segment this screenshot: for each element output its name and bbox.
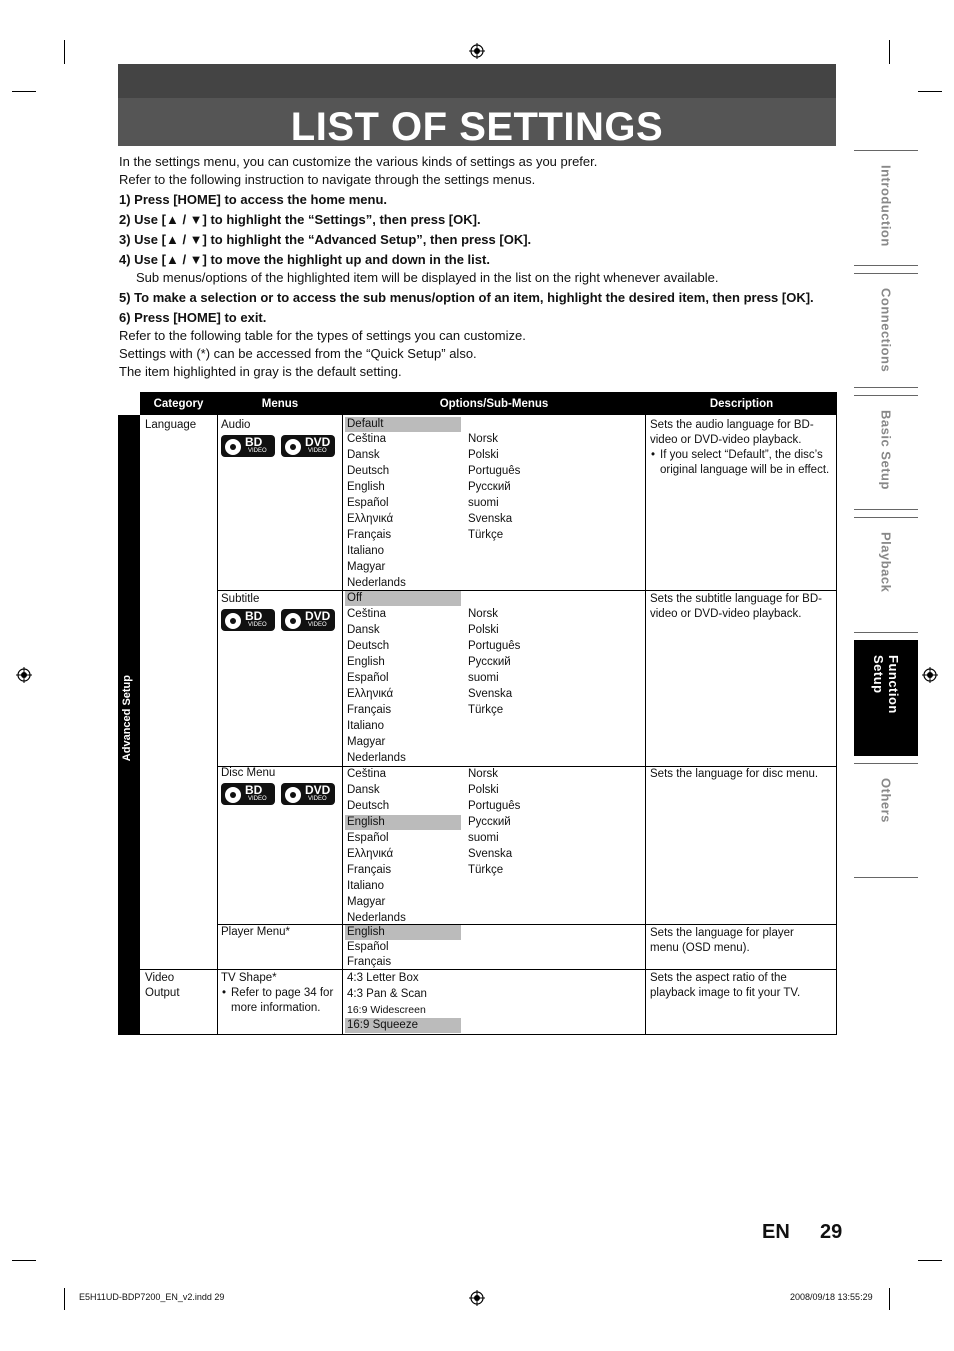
intro-section	[119, 153, 839, 381]
step-4-sub: Sub menus/options of the highlighted item will be displayed in the list on the right whenever available.	[136, 270, 719, 285]
tab-function-setup[interactable]: Function Setup	[854, 640, 918, 756]
advanced-setup-bar	[118, 415, 140, 1035]
menu-subtitle: Subtitle	[221, 593, 260, 605]
registration-mark-icon	[922, 667, 938, 683]
player-menu-option: Español	[347, 941, 389, 953]
bd-video-icon: BD VIDEO	[221, 783, 275, 805]
menu-tv-shape: TV Shape*	[221, 972, 277, 984]
tv-shape-option: 16:9 Widescreen	[347, 1004, 426, 1016]
step-4: 4) Use [▲ / ▼] to move the highlight up and down in the list.	[119, 252, 490, 267]
tv-shape-default-option: 16:9 Squeeze	[345, 1018, 461, 1033]
step-1: 1) Press [HOME] to access the home menu.	[119, 192, 388, 207]
outro-line: Settings with (*) can be accessed from the “Quick Setup” also.	[119, 346, 477, 361]
menu-player-menu: Player Menu*	[221, 926, 291, 938]
registration-mark-icon	[469, 43, 485, 59]
header-menus: Menus	[218, 392, 342, 415]
outro-line: The item highlighted in gray is the default setting.	[119, 364, 402, 379]
step-2: 2) Use [▲ / ▼] to highlight the “Settings”, then press [OK].	[119, 212, 481, 227]
page-title: LIST OF SETTINGS	[290, 105, 664, 149]
audio-options-col1: Ceština Dansk Deutsch English Español Ελληνικά Français Italiano Magyar Nederlands	[347, 433, 406, 589]
disc-menu-english-default: English	[345, 815, 461, 830]
page-number: 29	[820, 1221, 843, 1243]
category-video-output: Video Output	[145, 972, 180, 999]
tv-shape-note: • Refer to page 34 for more information.	[221, 986, 341, 1016]
registration-mark-icon	[469, 1290, 485, 1306]
tv-shape-option: 4:3 Pan & Scan	[347, 988, 427, 1000]
subtitle-description: Sets the subtitle language for BD-video or DVD-video playback.	[650, 593, 822, 620]
subtitle-off-option: Off	[345, 591, 461, 606]
advanced-setup-label: Advanced Setup	[121, 675, 133, 762]
step-3: 3) Use [▲ / ▼] to highlight the “Advanced Setup”, then press [OK].	[119, 232, 532, 247]
tab-introduction[interactable]: Introduction	[854, 150, 918, 266]
bd-video-icon: BD VIDEO	[221, 435, 275, 457]
intro-line: In the settings menu, you can customize the various kinds of settings as you prefer.	[119, 154, 598, 169]
disc-menu-description: Sets the language for disc menu.	[650, 768, 819, 780]
bd-video-icon: BD VIDEO	[221, 609, 275, 631]
tv-shape-option: 4:3 Letter Box	[347, 972, 419, 984]
header-category: Category	[140, 392, 217, 415]
intro-line: Refer to the following instruction to navigate through the settings menus.	[119, 172, 536, 187]
tv-shape-description: Sets the aspect ratio of the playback image to fit your TV.	[650, 972, 801, 999]
menu-disc-menu: Disc Menu	[221, 767, 276, 779]
tab-connections[interactable]: Connections	[854, 273, 918, 388]
registration-mark-icon	[16, 667, 32, 683]
outro-line: Refer to the following table for the types of settings you can customize.	[119, 328, 526, 343]
audio-description: Sets the audio language for BD-video or DVD-video playback. • If you select “Default”, the disc’s original language will be in effect.	[650, 418, 832, 478]
settings-table	[118, 392, 837, 1035]
player-menu-option: Français	[347, 956, 392, 968]
category-language: Language	[145, 419, 197, 431]
player-menu-english-default: English	[345, 925, 461, 940]
audio-default-option: Default	[345, 417, 461, 432]
subtitle-options-col1: Ceština Dansk Deutsch English Español Ελληνικά Français Italiano Magyar Nederlands	[347, 608, 406, 764]
disc-menu-options-col2: Norsk Polski Português Русский suomi Svenska Türkçe	[468, 768, 521, 876]
menu-audio: Audio	[221, 419, 251, 431]
step-5: 5) To make a selection or to access the sub menus/option of an item, highlight the desired item, then press [OK].	[119, 290, 814, 305]
audio-options-col2: Norsk Polski Português Русский suomi Svenska Türkçe	[468, 433, 521, 541]
language-label: EN	[762, 1221, 790, 1243]
disc-menu-options-col1: Ceština Dansk Deutsch English Español Ελληνικά Français Italiano Magyar Nederlands	[345, 767, 461, 926]
dvd-video-icon: DVD VIDEO	[281, 435, 335, 457]
print-timestamp: 2008/09/18 13:55:29	[790, 1292, 873, 1302]
dvd-video-icon: DVD VIDEO	[281, 783, 335, 805]
tab-playback[interactable]: Playback	[854, 517, 918, 633]
header-options: Options/Sub-Menus	[343, 392, 645, 415]
tab-others[interactable]: Others	[854, 763, 918, 878]
dvd-video-icon: DVD VIDEO	[281, 609, 335, 631]
header-description: Description	[646, 392, 837, 415]
tab-basic-setup[interactable]: Basic Setup	[854, 395, 918, 510]
step-6: 6) Press [HOME] to exit.	[119, 310, 267, 325]
subtitle-options-col2: Norsk Polski Português Русский suomi Svenska Türkçe	[468, 608, 521, 716]
audio-default-note: • If you select “Default”, the disc’s original language will be in effect.	[660, 448, 832, 478]
file-slug: E5H11UD-BDP7200_EN_v2.indd 29	[79, 1292, 225, 1302]
player-menu-description: Sets the language for player menu (OSD menu).	[650, 927, 794, 954]
